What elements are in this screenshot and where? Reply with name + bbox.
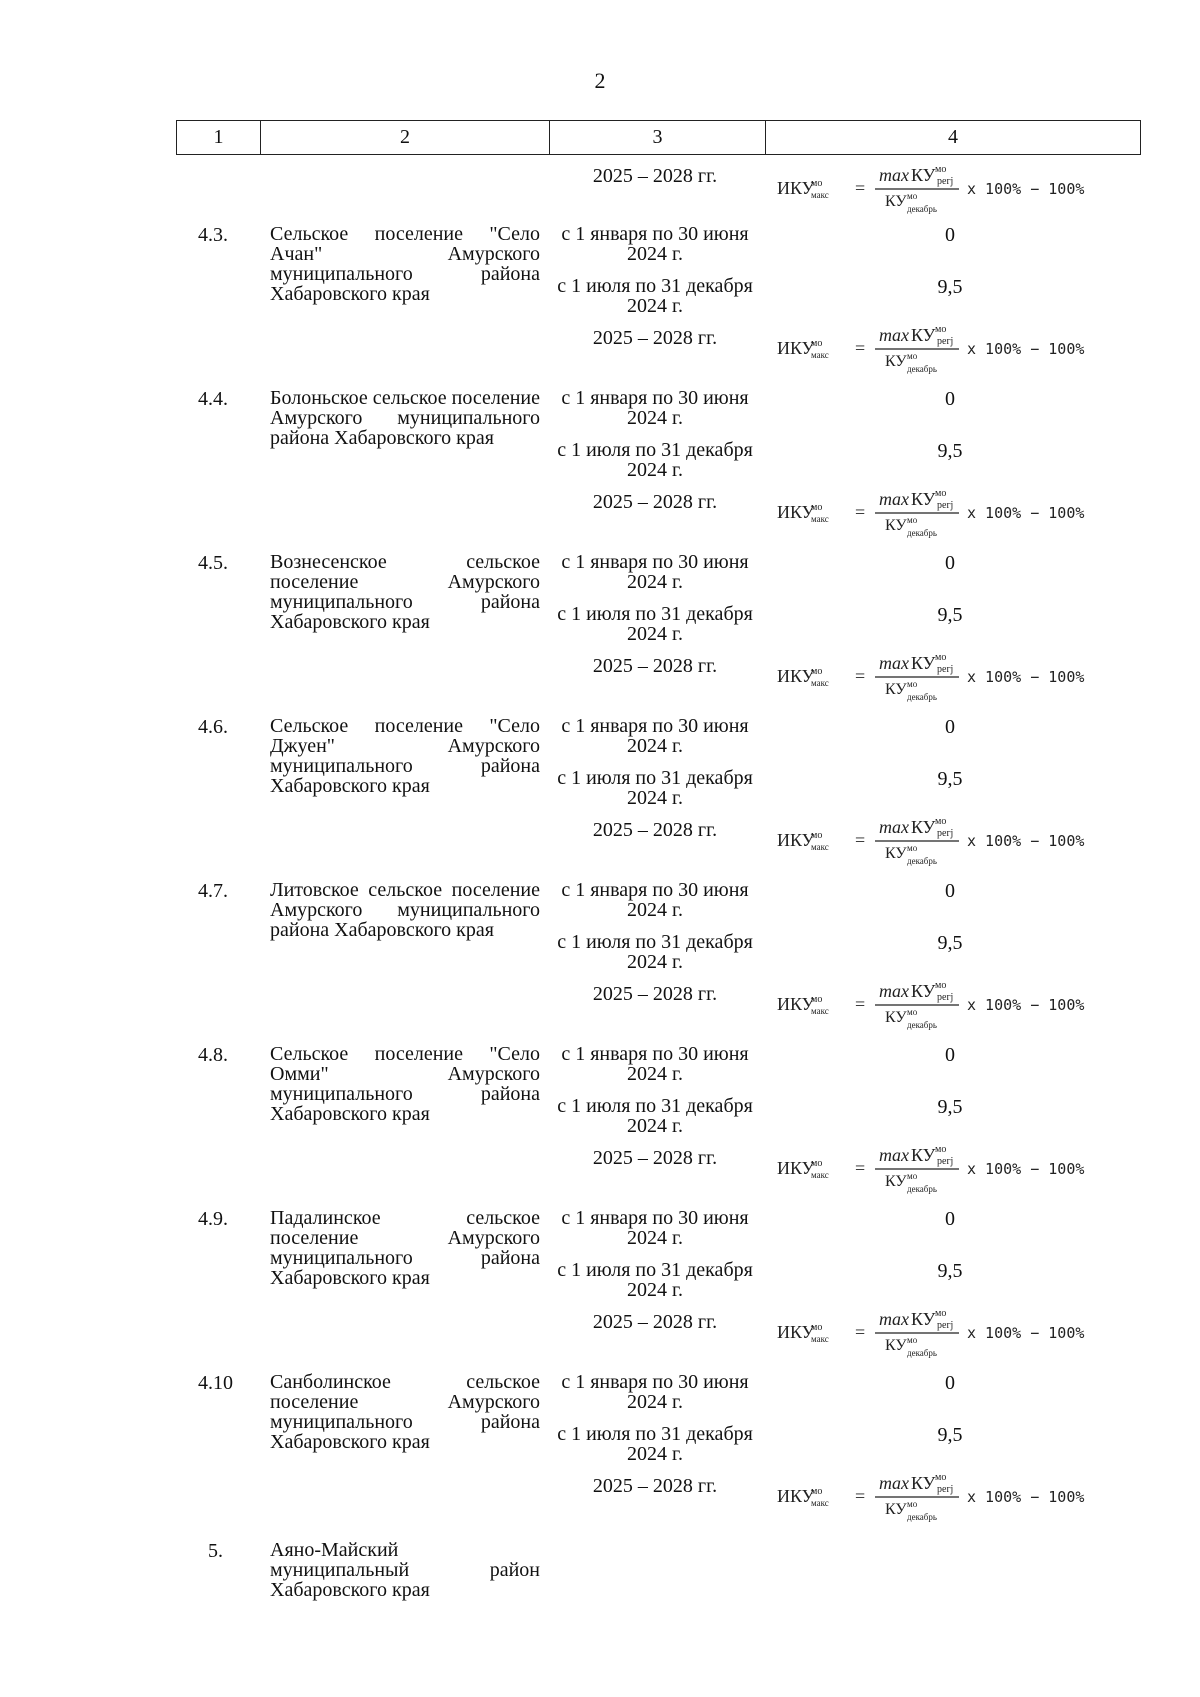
- formula-lhs-sup: мо: [811, 1158, 823, 1169]
- table-row: [0, 552, 1200, 702]
- formula-num-ku: КУ: [911, 325, 936, 345]
- formula-lhs: ИКУ: [777, 502, 815, 522]
- formula-num-ku: КУ: [911, 653, 936, 673]
- formula-lhs-sup: мо: [811, 502, 823, 513]
- formula-den-sup: мо: [907, 679, 918, 689]
- formula-den-ku: КУ: [885, 1501, 907, 1518]
- formula-num-sup: мо: [935, 324, 947, 335]
- formula-lhs-sub: макс: [811, 1006, 829, 1016]
- row-name: Сельское поселение "Село Ачан" Амурского муниципального района Хабаровского края: [270, 223, 540, 305]
- formula-num-sup: мо: [935, 488, 947, 499]
- formula-lhs-sup: мо: [811, 338, 823, 349]
- value-second-half: 9,5: [937, 932, 963, 954]
- table-row: [0, 880, 1200, 1030]
- formula-lhs-sub: макс: [811, 1170, 829, 1180]
- period-second-half: с 1 июля по 31 декабря 2024 г.: [557, 603, 753, 645]
- formula-num-max: max: [879, 325, 909, 345]
- formula-lhs-sup: мо: [811, 178, 823, 189]
- formula-num-max: max: [879, 1145, 909, 1165]
- row-name: Сельское поселение "Село Джуен" Амурского муниципального района Хабаровского края: [270, 715, 540, 797]
- formula-num-sup: мо: [935, 164, 947, 175]
- value-second-half: 9,5: [937, 440, 963, 462]
- period-2025-2028: 2025 – 2028 гг.: [592, 655, 718, 677]
- formula-num-ku: КУ: [911, 489, 936, 509]
- period-first-half: с 1 января по 30 июня 2024 г.: [561, 223, 749, 265]
- formula-den-sub: декабрь: [907, 1184, 937, 1194]
- period-second-half: с 1 июля по 31 декабря 2024 г.: [557, 1423, 753, 1465]
- formula-lhs: ИКУ: [777, 338, 815, 358]
- formula-lhs-sup: мо: [811, 830, 823, 841]
- formula-den-ku: КУ: [885, 681, 907, 698]
- formula-lhs: ИКУ: [777, 994, 815, 1014]
- value-second-half: 9,5: [937, 1424, 963, 1446]
- formula-graphic: [775, 812, 1135, 868]
- period-first-half: с 1 января по 30 июня 2024 г.: [561, 387, 749, 429]
- formula-eq: =: [855, 994, 866, 1014]
- formula-num-max: max: [879, 489, 909, 509]
- formula-den-ku: КУ: [885, 1173, 907, 1190]
- formula-lhs-sub: макс: [811, 190, 829, 200]
- formula-num-ku: КУ: [911, 1145, 936, 1165]
- formula-tail: х 100% − 100%: [967, 180, 1085, 198]
- period-second-half: с 1 июля по 31 декабря 2024 г.: [557, 931, 753, 973]
- table-row: [0, 224, 1200, 374]
- formula-num-sub: регj: [937, 176, 954, 187]
- row-formula: [775, 1304, 1135, 1360]
- formula-num-ku: КУ: [911, 1309, 936, 1329]
- period-2025-2028: 2025 – 2028 гг.: [592, 1311, 718, 1333]
- row-number: 4.9.: [198, 1208, 228, 1230]
- period-first-half: с 1 января по 30 июня 2024 г.: [561, 1043, 749, 1085]
- formula-den-ku: КУ: [885, 517, 907, 534]
- row-number: 4.5.: [198, 552, 228, 574]
- row-formula: [775, 648, 1135, 704]
- formula-num-sub: регj: [937, 1320, 954, 1331]
- formula-num-ku: КУ: [911, 165, 936, 185]
- formula-graphic: [775, 1140, 1135, 1196]
- formula-num-ku: КУ: [911, 817, 936, 837]
- value-first-half: 0: [945, 224, 955, 246]
- continuation-period: 2025 – 2028 гг.: [592, 165, 718, 187]
- period-2025-2028: 2025 – 2028 гг.: [592, 327, 718, 349]
- row-number: 4.10: [198, 1372, 233, 1394]
- period-second-half: с 1 июля по 31 декабря 2024 г.: [557, 767, 753, 809]
- value-second-half: 9,5: [937, 768, 963, 790]
- value-first-half: 0: [945, 388, 955, 410]
- row-formula: [775, 484, 1135, 540]
- period-2025-2028: 2025 – 2028 гг.: [592, 491, 718, 513]
- table-row: [0, 388, 1200, 538]
- formula-den-sup: мо: [907, 1171, 918, 1181]
- formula-den-sup: мо: [907, 191, 918, 201]
- period-first-half: с 1 января по 30 июня 2024 г.: [561, 1371, 749, 1413]
- formula-den-sub: декабрь: [907, 1020, 937, 1030]
- table-row: [0, 1044, 1200, 1194]
- formula-num-ku: КУ: [911, 981, 936, 1001]
- formula-den-sup: мо: [907, 843, 918, 853]
- formula-eq: =: [855, 178, 866, 198]
- formula-tail: х 100% − 100%: [967, 504, 1085, 522]
- formula-lhs: ИКУ: [777, 1322, 815, 1342]
- header-col-4: 4: [766, 121, 1141, 155]
- formula-den-sup: мо: [907, 351, 918, 361]
- formula-eq: =: [855, 502, 866, 522]
- formula-num-sup: мо: [935, 980, 947, 991]
- formula-graphic: [775, 648, 1135, 704]
- value-second-half: 9,5: [937, 604, 963, 626]
- row-name: Сельское поселение "Село Омми" Амурского муниципального района Хабаровского края: [270, 1043, 540, 1125]
- formula-den-ku: КУ: [885, 353, 907, 370]
- formula-num-sub: регj: [937, 828, 954, 839]
- period-second-half: с 1 июля по 31 декабря 2024 г.: [557, 1095, 753, 1137]
- table-header: [176, 120, 1141, 155]
- period-first-half: с 1 января по 30 июня 2024 г.: [561, 879, 749, 921]
- row-name: Литовское сельское поселение Амурского муниципального района Хабаровского края: [270, 879, 540, 941]
- row-name: Аяно-Майский муниципальный район Хабаровского края: [270, 1539, 540, 1601]
- continuation-formula: [775, 160, 1135, 216]
- formula-lhs: ИКУ: [777, 178, 815, 198]
- formula-num-sub: регj: [937, 500, 954, 511]
- formula-den-sub: декабрь: [907, 1512, 937, 1522]
- row-formula: [775, 320, 1135, 376]
- row-number: 4.6.: [198, 716, 228, 738]
- row-number: 5.: [208, 1540, 223, 1562]
- row-number: 4.7.: [198, 880, 228, 902]
- row-name: Болоньское сельское поселение Амурского муниципального района Хабаровского края: [270, 387, 540, 449]
- formula-num-sub: регj: [937, 992, 954, 1003]
- formula-eq: =: [855, 1322, 866, 1342]
- formula-lhs-sub: макс: [811, 1498, 829, 1508]
- formula-lhs: ИКУ: [777, 1158, 815, 1178]
- formula-graphic: [775, 1304, 1135, 1360]
- period-2025-2028: 2025 – 2028 гг.: [592, 1147, 718, 1169]
- value-first-half: 0: [945, 1208, 955, 1230]
- formula-lhs-sup: мо: [811, 994, 823, 1005]
- value-first-half: 0: [945, 1372, 955, 1394]
- row-number: 4.8.: [198, 1044, 228, 1066]
- row-name: Вознесенское сельское поселение Амурского муниципального района Хабаровского края: [270, 551, 540, 633]
- formula-eq: =: [855, 1158, 866, 1178]
- period-second-half: с 1 июля по 31 декабря 2024 г.: [557, 1259, 753, 1301]
- formula-den-sub: декабрь: [907, 528, 937, 538]
- value-second-half: 9,5: [937, 1260, 963, 1282]
- header-col-2: 2: [261, 121, 550, 155]
- formula-den-ku: КУ: [885, 845, 907, 862]
- formula-lhs-sub: макс: [811, 350, 829, 360]
- formula-den-sup: мо: [907, 515, 918, 525]
- formula-num-sup: мо: [935, 1144, 947, 1155]
- formula-eq: =: [855, 338, 866, 358]
- formula-num-max: max: [879, 165, 909, 185]
- period-first-half: с 1 января по 30 июня 2024 г.: [561, 1207, 749, 1249]
- formula-den-sub: декабрь: [907, 1348, 937, 1358]
- page-number: 2: [594, 68, 606, 93]
- period-2025-2028: 2025 – 2028 гг.: [592, 819, 718, 841]
- formula-den-ku: КУ: [885, 193, 907, 210]
- formula-num-max: max: [879, 817, 909, 837]
- formula-num-max: max: [879, 1473, 909, 1493]
- formula-num-max: max: [879, 653, 909, 673]
- table-row: [0, 1208, 1200, 1358]
- formula-lhs-sub: макс: [811, 1334, 829, 1344]
- formula-lhs-sup: мо: [811, 1486, 823, 1497]
- value-second-half: 9,5: [937, 276, 963, 298]
- formula-lhs: ИКУ: [777, 830, 815, 850]
- header-col-3: 3: [550, 121, 766, 155]
- row-formula: [775, 1468, 1135, 1524]
- table-row: [0, 716, 1200, 866]
- value-first-half: 0: [945, 1044, 955, 1066]
- formula-num-max: max: [879, 981, 909, 1001]
- formula-lhs-sup: мо: [811, 666, 823, 677]
- formula-eq: =: [855, 1486, 866, 1506]
- formula-num-ku: КУ: [911, 1473, 936, 1493]
- period-2025-2028: 2025 – 2028 гг.: [592, 1475, 718, 1497]
- formula-tail: х 100% − 100%: [967, 832, 1085, 850]
- formula-graphic: [775, 484, 1135, 540]
- header-col-1: 1: [177, 121, 261, 155]
- period-first-half: с 1 января по 30 июня 2024 г.: [561, 551, 749, 593]
- formula-lhs: ИКУ: [777, 666, 815, 686]
- formula-tail: х 100% − 100%: [967, 668, 1085, 686]
- formula-den-sub: декабрь: [907, 364, 937, 374]
- period-2025-2028: 2025 – 2028 гг.: [592, 983, 718, 1005]
- formula-num-sup: мо: [935, 1472, 947, 1483]
- table-row: [0, 1372, 1200, 1522]
- formula-num-sub: регj: [937, 1484, 954, 1495]
- formula-eq: =: [855, 830, 866, 850]
- period-second-half: с 1 июля по 31 декабря 2024 г.: [557, 275, 753, 317]
- row-formula: [775, 1140, 1135, 1196]
- formula-lhs: ИКУ: [777, 1486, 815, 1506]
- formula-den-sub: декабрь: [907, 692, 937, 702]
- formula-num-max: max: [879, 1309, 909, 1329]
- formula-tail: х 100% − 100%: [967, 996, 1085, 1014]
- formula-num-sup: мо: [935, 652, 947, 663]
- row-formula: [775, 812, 1135, 868]
- formula-den-sub: декабрь: [907, 204, 937, 214]
- formula-den-sup: мо: [907, 1007, 918, 1017]
- formula-den-ku: КУ: [885, 1009, 907, 1026]
- row-name: Санболинское сельское поселение Амурского муниципального района Хабаровского края: [270, 1371, 540, 1453]
- formula-num-sup: мо: [935, 1308, 947, 1319]
- row-number: 4.4.: [198, 388, 228, 410]
- formula-graphic: [775, 1468, 1135, 1524]
- formula-den-sub: декабрь: [907, 856, 937, 866]
- formula-eq: =: [855, 666, 866, 686]
- formula-num-sub: регj: [937, 1156, 954, 1167]
- formula-num-sub: регj: [937, 664, 954, 675]
- formula-tail: х 100% − 100%: [967, 340, 1085, 358]
- period-second-half: с 1 июля по 31 декабря 2024 г.: [557, 439, 753, 481]
- formula-lhs-sub: макс: [811, 514, 829, 524]
- formula-tail: х 100% − 100%: [967, 1160, 1085, 1178]
- formula-graphic: [775, 320, 1135, 376]
- row-number: 4.3.: [198, 224, 228, 246]
- formula-den-ku: КУ: [885, 1337, 907, 1354]
- formula-num-sup: мо: [935, 816, 947, 827]
- value-second-half: 9,5: [937, 1096, 963, 1118]
- value-first-half: 0: [945, 716, 955, 738]
- value-first-half: 0: [945, 880, 955, 902]
- formula-lhs-sub: макс: [811, 678, 829, 688]
- formula-num-sub: регj: [937, 336, 954, 347]
- table-row-5: [0, 1540, 1200, 1690]
- formula-den-sup: мо: [907, 1499, 918, 1509]
- formula-den-sup: мо: [907, 1335, 918, 1345]
- formula-tail: х 100% − 100%: [967, 1324, 1085, 1342]
- formula-lhs-sup: мо: [811, 1322, 823, 1333]
- formula-lhs-sub: макс: [811, 842, 829, 852]
- formula-graphic: [775, 976, 1135, 1032]
- row-name: Падалинское сельское поселение Амурского муниципального района Хабаровского края: [270, 1207, 540, 1289]
- value-first-half: 0: [945, 552, 955, 574]
- formula-graphic: [775, 160, 1135, 216]
- row-formula: [775, 976, 1135, 1032]
- period-first-half: с 1 января по 30 июня 2024 г.: [561, 715, 749, 757]
- formula-tail: х 100% − 100%: [967, 1488, 1085, 1506]
